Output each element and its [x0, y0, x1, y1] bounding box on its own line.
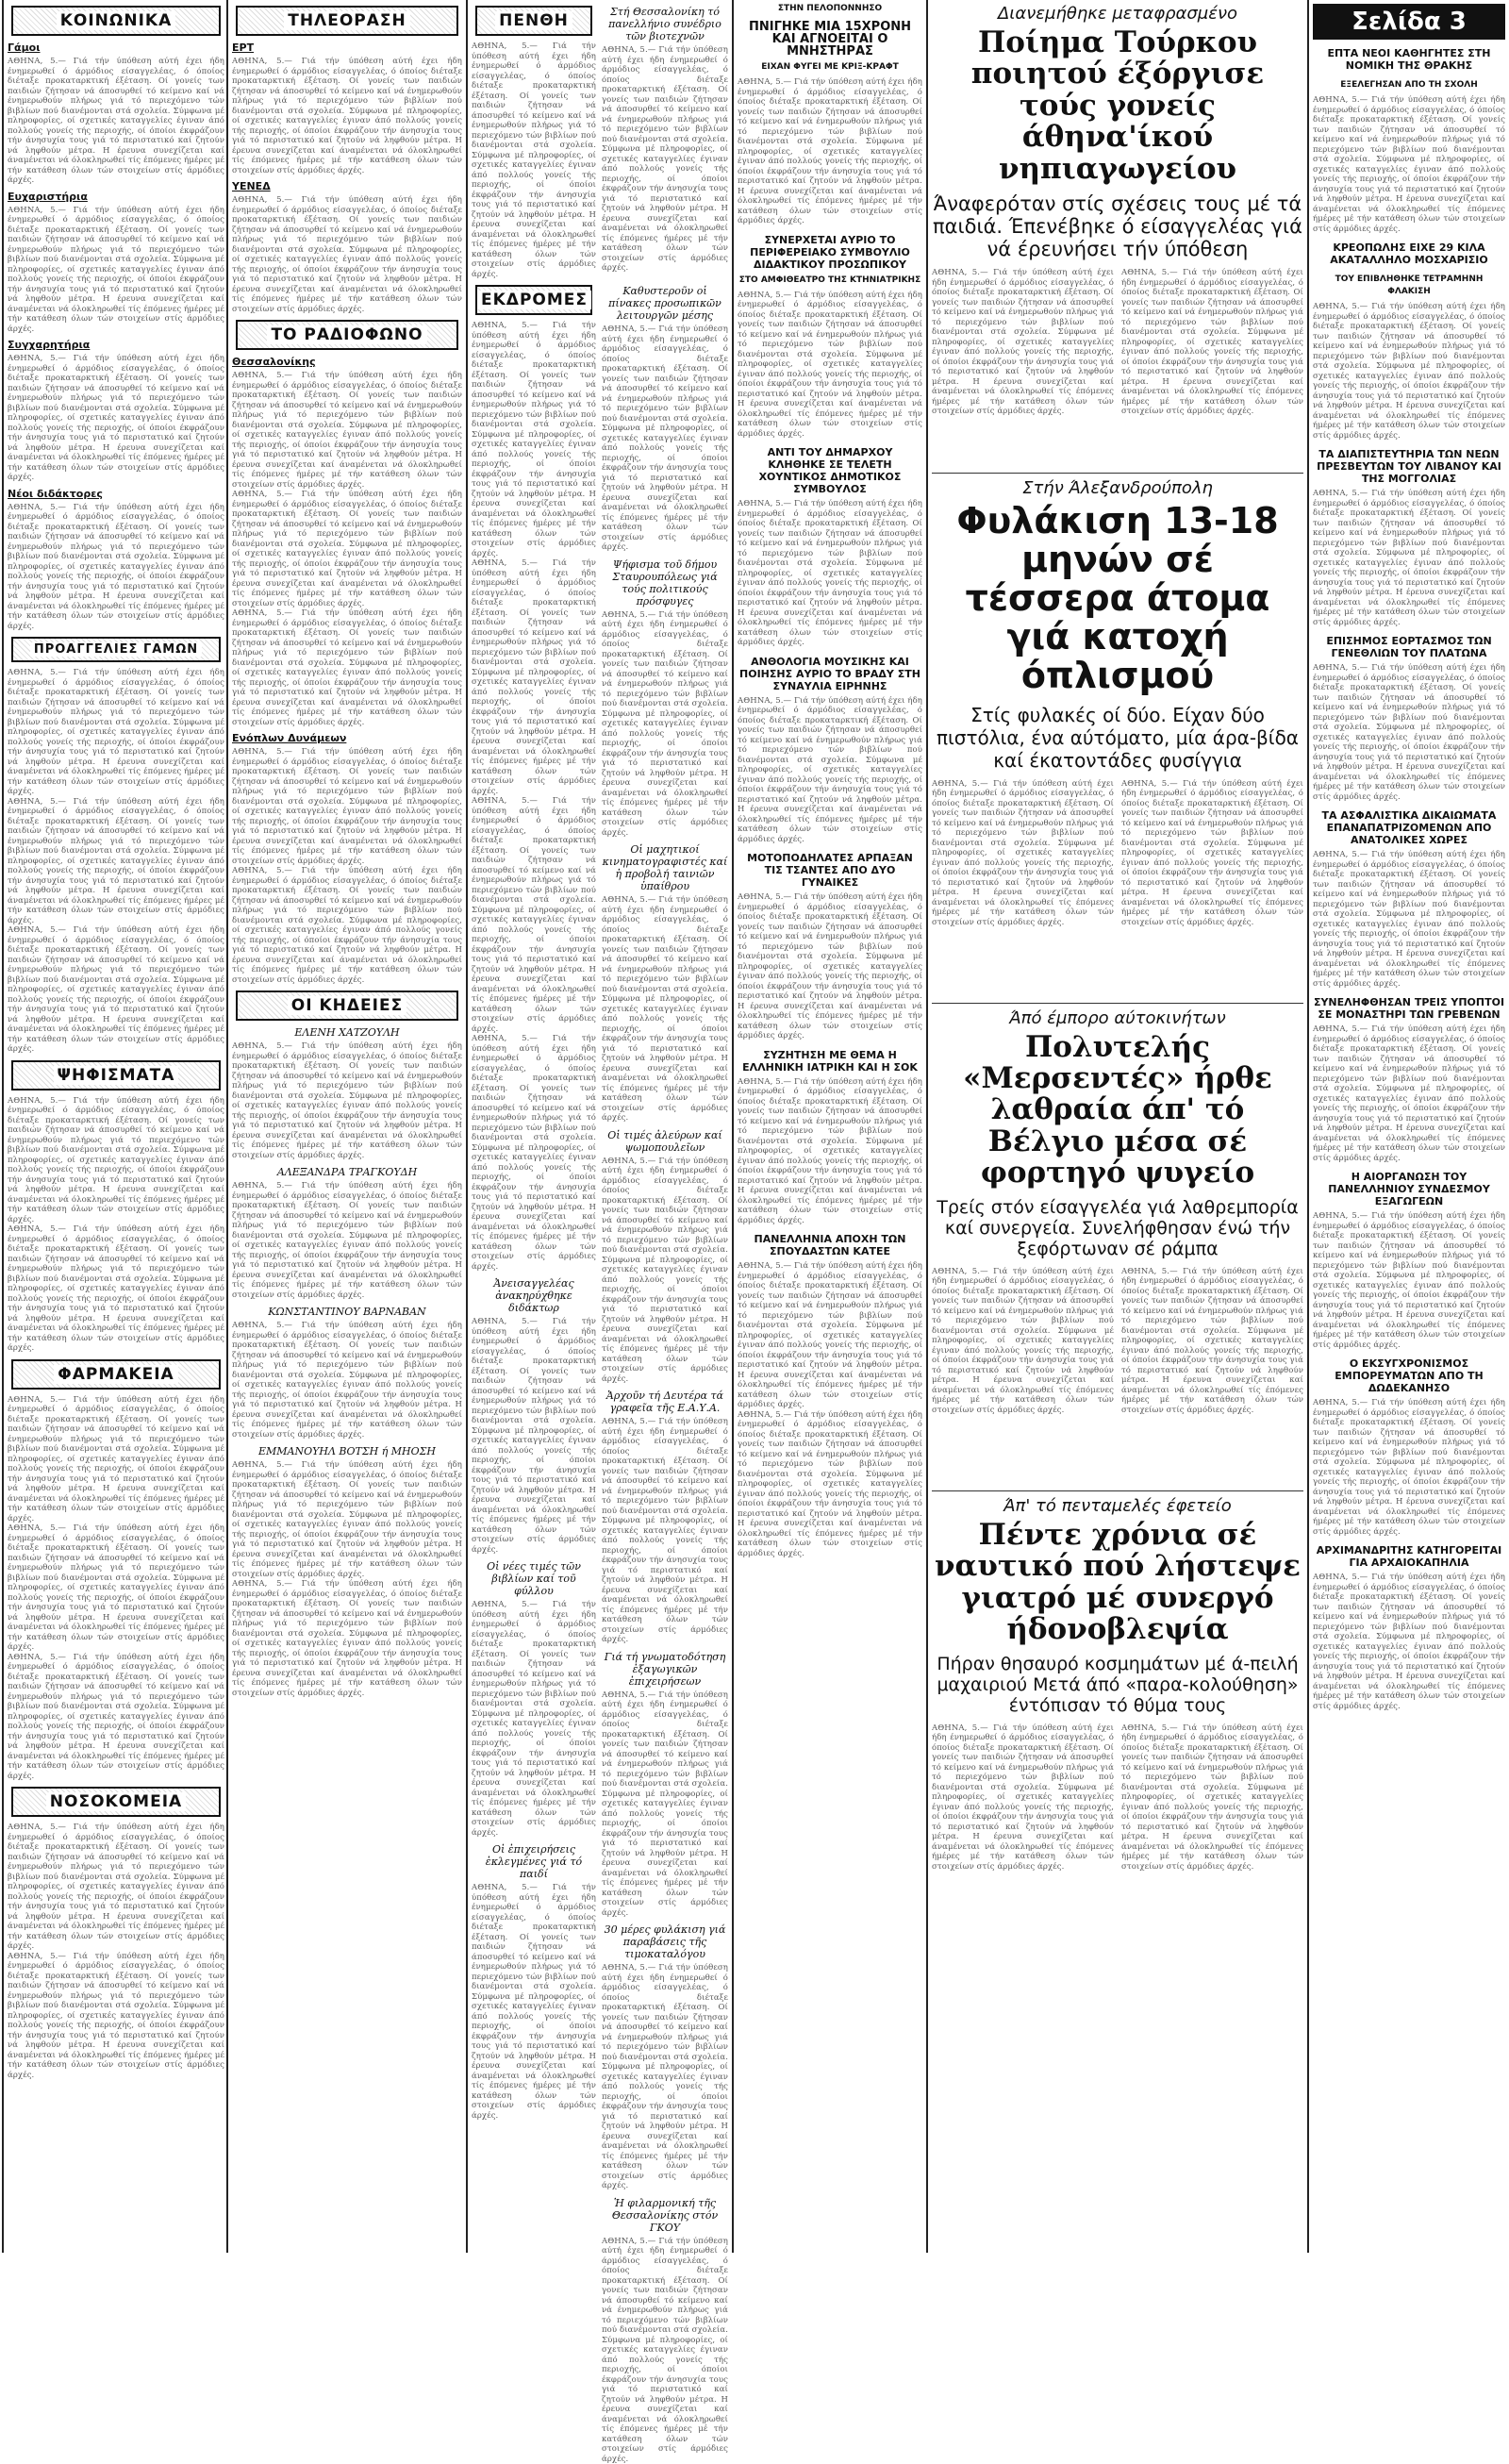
article-heading: Ο ΕΚΣΥΓΧΡΟΝΙΣΜΟΣ ΕΜΠΟΡΕΥΜΑΤΩΝ ΑΠΟ ΤΗ ΔΩΔΕΚΑΝΗΣΟ [1313, 1357, 1505, 1394]
article-heading: ΜΟΤΟΠΟΔΗΛΑΤΕΣ ΑΡΠΑΞΑΝ ΤΙΣ ΤΣΑΝΤΕΣ ΑΠΟ ΔΥΟ ΓΥΝΑΙΚΕΣ [738, 852, 922, 889]
article-heading: ΠΝΙΓΗΚΕ ΜΙΑ 15ΧΡΟΝΗ ΚΑΙ ΑΓΝΟΕΙΤΑΙ Ο ΜΝΗΣΤΗΡΑΣ [738, 21, 922, 58]
filler-text: ΑΘΗΝΑ, 5.— Γιά τήν ύπόθεση αύτή έχει ήδη ένημερωθεί ό άρμόδιος είσαγγελέας, ό όποίος διέταξε προκαταρκτική έξέταση. Οί γονείς των παιδιών ζήτησαν νά άποσυρθεί τό κείμενο καί νά ένημερωθούν πλήρως γιά τό περιεχόμενο τών βιβλίων πού διανέμονται στά σχολεία. Σύμφωνα μέ πληροφορίες, οί σχετικές καταγγελίες έγιναν άπό πολλούς γονείς τής περιοχής, οί όποίοι έκφράζουν τήν άνησυχία τους γιά τό περιστατικό καί ζητούν νά ληφθούν μέτρα. Η έρευνα συνεχίζεται καί άναμένεται νά όλοκληρωθεί τίς έπόμενες ήμέρες μέ τήν κατάθεση όλων τών στοιχείων στίς άρμόδιες άρχές. [1121, 1723, 1303, 2176]
filler-text: ΑΘΗΝΑ, 5.— Γιά τήν ύπόθεση αύτή έχει ήδη ένημερωθεί ό άρμόδιος είσαγγελέας, ό όποίος διέταξε προκαταρκτική έξέταση. Οί γονείς των παιδιών ζήτησαν νά άποσυρθεί τό κείμενο καί νά ένημερωθούν πλήρως γιά τό περιεχόμενο τών βιβλίων πού διανέμονται στά σχολεία. Σύμφωνα μέ πληροφορίες, οί σχετικές καταγγελίες έγιναν άπό πολλούς γονείς τής περιοχής, οί όποίοι έκφράζουν τήν άνησυχία τους γιά τό περιστατικό καί ζητούν νά ληφθούν μέτρα. Η έρευνα συνεχίζεται καί άναμένεται νά όλοκληρωθεί τίς έπόμενες ήμέρες μέ τήν κατάθεση όλων τών στοιχείων στίς άρμόδιες άρχές. [1313, 663, 1505, 802]
filler-text: ΑΘΗΝΑ, 5.— Γιά τήν ύπόθεση αύτή έχει ήδη ένημερωθεί ό άρμόδιος είσαγγελέας, ό όποίος διέταξε προκαταρκτική έξέταση. Οί γονείς των παιδιών ζήτησαν νά άποσυρθεί τό κείμενο καί νά ένημερωθούν πλήρως γιά τό περιεχόμενο τών βιβλίων πού διανέμονται στά σχολεία. Σύμφωνα μέ πληροφορίες, οί σχετικές καταγγελίες έγιναν άπό πολλούς γονείς τής περιοχής, οί όποίοι έκφράζουν τήν άνησυχία τους γιά τό περιστατικό καί ζητούν νά ληφθούν μέτρα. Η έρευνα συνεχίζεται καί άναμένεται νά όλοκληρωθεί τίς έπόμενες ήμέρες μέ τήν κατάθεση όλων τών στοιχείων στίς άρμόδιες άρχές. [1313, 1398, 1505, 1537]
filler-text: ΑΘΗΝΑ, 5.— Γιά τήν ύπόθεση αύτή έχει ήδη ένημερωθεί ό άρμόδιος είσαγγελέας, ό όποίος διέταξε προκαταρκτική έξέταση. Οί γονείς των παιδιών ζήτησαν νά άποσυρθεί τό κείμενο καί νά ένημερωθούν πλήρως γιά τό περιεχόμενο τών βιβλίων πού διανέμονται στά σχολεία. Σύμφωνα μέ πληροφορίες, οί σχετικές καταγγελίες έγιναν άπό πολλούς γονείς τής περιοχής, οί όποίοι έκφράζουν τήν άνησυχία τους γιά τό περιστατικό καί ζητούν νά ληφθούν μέτρα. Η έρευνα συνεχίζεται καί άναμένεται νά όλοκληρωθεί τίς έπόμενες ήμέρες μέ τήν κατάθεση όλων τών στοιχείων στίς άρμόδιες άρχές. [8, 503, 224, 632]
story-kicker: Άπό έμπορο αύτοκινήτων [932, 1008, 1303, 1028]
psifismata-header: ΨΗΦΙΣΜΑΤΑ [11, 1060, 221, 1090]
story-kicker: Στήν Άλεξανδρούπολη [932, 478, 1303, 498]
column-divider [466, 0, 468, 2253]
filler-text: ΑΘΗΝΑ, 5.— Γιά τήν ύπόθεση αύτή έχει ήδη ένημερωθεί ό άρμόδιος είσαγγελέας, ό όποίος διέταξε προκαταρκτική έξέταση. Οί γονείς των παιδιών ζήτησαν νά άποσυρθεί τό κείμενο καί νά ένημερωθούν πλήρως γιά τό περιεχόμενο τών βιβλίων πού διανέμονται στά σχολεία. Σύμφωνα μέ πληροφορίες, οί σχετικές καταγγελίες έγιναν άπό πολλούς γονείς τής περιοχής, οί όποίοι έκφράζουν τήν άνησυχία τους γιά τό περιστατικό καί ζητούν νά ληφθούν μέτρα. Η έρευνα συνεχίζεται καί άναμένεται νά όλοκληρωθεί τίς έπόμενες ήμέρες μέ τήν κατάθεση όλων τών στοιχείων στίς άρμόδιες άρχές. [232, 1579, 462, 1698]
article-subheading: ΕΙΧΑΝ ΦΥΓΕΙ ΜΕ ΚΡΙΞ-ΚΡΑΦΤ [738, 61, 922, 74]
deceased-name: ΕΛΕΝΗ ΧΑΤΖΟΥΛΗ [232, 1026, 462, 1039]
filler-text: ΑΘΗΝΑ, 5.— Γιά τήν ύπόθεση αύτή έχει ήδη ένημερωθεί ό άρμόδιος είσαγγελέας, ό όποίος διέταξε προκαταρκτική έξέταση. Οί γονείς των παιδιών ζήτησαν νά άποσυρθεί τό κείμενο καί νά ένημερωθούν πλήρως γιά τό περιεχόμενο τών βιβλίων πού διανέμονται στά σχολεία. Σύμφωνα μέ πληροφορίες, οί σχετικές καταγγελίες έγιναν άπό πολλούς γονείς τής περιοχής, οί όποίοι έκφράζουν τήν άνησυχία τους γιά τό περιστατικό καί ζητούν νά ληφθούν μέτρα. Η έρευνα συνεχίζεται καί άναμένεται νά όλοκληρωθεί τίς έπόμενες ήμέρες μέ τήν κατάθεση όλων τών στοιχείων στίς άρμόδιες άρχές. [1121, 1267, 1303, 1486]
filler-text: ΑΘΗΝΑ, 5.— Γιά τήν ύπόθεση αύτή έχει ήδη ένημερωθεί ό άρμόδιος είσαγγελέας, ό όποίος διέταξε προκαταρκτική έξέταση. Οί γονείς των παιδιών ζήτησαν νά άποσυρθεί τό κείμενο καί νά ένημερωθούν πλήρως γιά τό περιεχόμενο τών βιβλίων πού διανέμονται στά σχολεία. Σύμφωνα μέ πληροφορίες, οί σχετικές καταγγελίες έγιναν άπό πολλούς γονείς τής περιοχής, οί όποίοι έκφράζουν τήν άνησυχία τους γιά τό περιστατικό καί ζητούν νά ληφθούν μέτρα. Η έρευνα συνεχίζεται καί άναμένεται νά όλοκληρωθεί τίς έπόμενες ήμέρες μέ τήν κατάθεση όλων τών στοιχείων στίς άρμόδιες άρχές. [8, 1952, 224, 2081]
filler-text: ΑΘΗΝΑ, 5.— Γιά τήν ύπόθεση αύτή έχει ήδη ένημερωθεί ό άρμόδιος είσαγγελέας, ό όποίος διέταξε προκαταρκτική έξέταση. Οί γονείς των παιδιών ζήτησαν νά άποσυρθεί τό κείμενο καί νά ένημερωθούν πλήρως γιά τό περιεχόμενο τών βιβλίων πού διανέμονται στά σχολεία. Σύμφωνα μέ πληροφορίες, οί σχετικές καταγγελίες έγιναν άπό πολλούς γονείς τής περιοχής, οί όποίοι έκφράζουν τήν άνησυχία τους γιά τό περιστατικό καί ζητούν νά ληφθούν μέτρα. Η έρευνα συνεχίζεται καί άναμένεται νά όλοκληρωθεί τίς έπόμενες ήμέρες μέ τήν κατάθεση όλων τών στοιχείων στίς άρμόδιες άρχές. [232, 866, 462, 985]
filler-text: ΑΘΗΝΑ, 5.— Γιά τήν ύπόθεση αύτή έχει ήδη ένημερωθεί ό άρμόδιος είσαγγελέας, ό όποίος διέταξε προκαταρκτική έξέταση. Οί γονείς των παιδιών ζήτησαν νά άποσυρθεί τό κείμενο καί νά ένημερωθούν πλήρως γιά τό περιεχόμενο τών βιβλίων πού διανέμονται στά σχολεία. Σύμφωνα μέ πληροφορίες, οί σχετικές καταγγελίες έγιναν άπό πολλούς γονείς τής περιοχής, οί όποίοι έκφράζουν τήν άνησυχία τους γιά τό περιστατικό καί ζητούν νά ληφθούν μέτρα. Η έρευνα συνεχίζεται καί άναμένεται νά όλοκληρωθεί τίς έπόμενες ήμέρες μέ τήν κατάθεση όλων τών στοιχείων στίς άρμόδιες άρχές. [232, 371, 462, 490]
filler-text: ΑΘΗΝΑ, 5.— Γιά τήν ύπόθεση αύτή έχει ήδη ένημερωθεί ό άρμόδιος είσαγγελέας, ό όποίος διέταξε προκαταρκτική έξέταση. Οί γονείς των παιδιών ζήτησαν νά άποσυρθεί τό κείμενο καί νά ένημερωθούν πλήρως γιά τό περιεχόμενο τών βιβλίων πού διανέμονται στά σχολεία. Σύμφωνα μέ πληροφορίες, οί σχετικές καταγγελίες έγιναν άπό πολλούς γονείς τής περιοχής, οί όποίοι έκφράζουν τήν άνησυχία τους γιά τό περιστατικό καί ζητούν νά ληφθούν μέτρα. Η έρευνα συνεχίζεται καί άναμένεται νά όλοκληρωθεί τίς έπόμενες ήμέρες μέ τήν κατάθεση όλων τών στοιχείων στίς άρμόδιες άρχές. [1121, 779, 1303, 998]
filler-text: ΑΘΗΝΑ, 5.— Γιά τήν ύπόθεση αύτή έχει ήδη ένημερωθεί ό άρμόδιος είσαγγελέας, ό όποίος διέταξε προκαταρκτική έξέταση. Οί γονείς των παιδιών ζήτησαν νά άποσυρθεί τό κείμενο καί νά ένημερωθούν πλήρως γιά τό περιεχόμενο τών βιβλίων πού διανέμονται στά σχολεία. Σύμφωνα μέ πληροφορίες, οί σχετικές καταγγελίες έγιναν άπό πολλούς γονείς τής περιοχής, οί όποίοι έκφράζουν τήν άνησυχία τους γιά τό περιστατικό καί ζητούν νά ληφθούν μέτρα. Η έρευνα συνεχίζεται καί άναμένεται νά όλοκληρωθεί τίς έπόμενες ήμέρες μέ τήν κατάθεση όλων τών στοιχείων στίς άρμόδιες άρχές. [602, 2237, 728, 2464]
filler-text: ΑΘΗΝΑ, 5.— Γιά τήν ύπόθεση αύτή έχει ήδη ένημερωθεί ό άρμόδιος είσαγγελέας, ό όποίος διέταξε προκαταρκτική έξέταση. Οί γονείς των παιδιών ζήτησαν νά άποσυρθεί τό κείμενο καί νά ένημερωθούν πλήρως γιά τό περιεχόμενο τών βιβλίων πού διανέμονται στά σχολεία. Σύμφωνα μέ πληροφορίες, οί σχετικές καταγγελίες έγιναν άπό πολλούς γονείς τής περιοχής, οί όποίοι έκφράζουν τήν άνησυχία τους γιά τό περιστατικό καί ζητούν νά ληφθούν μέτρα. Η έρευνα συνεχίζεται καί άναμένεται νά όλοκληρωθεί τίς έπόμενες ήμέρες μέ τήν κατάθεση όλων τών στοιχείων στίς άρμόδιες άρχές. [472, 1600, 596, 1838]
filler-text: ΑΘΗΝΑ, 5.— Γιά τήν ύπόθεση αύτή έχει ήδη ένημερωθεί ό άρμόδιος είσαγγελέας, ό όποίος διέταξε προκαταρκτική έξέταση. Οί γονείς των παιδιών ζήτησαν νά άποσυρθεί τό κείμενο καί νά ένημερωθούν πλήρως γιά τό περιεχόμενο τών βιβλίων πού διανέμονται στά σχολεία. Σύμφωνα μέ πληροφορίες, οί σχετικές καταγγελίες έγιναν άπό πολλούς γονείς τής περιοχής, οί όποίοι έκφράζουν τήν άνησυχία τους γιά τό περιστατικό καί ζητούν νά ληφθούν μέτρα. Η έρευνα συνεχίζεται καί άναμένεται νά όλοκληρωθεί τίς έπόμενες ήμέρες μέ τήν κατάθεση όλων τών στοιχείων στίς άρμόδιες άρχές. [472, 558, 596, 796]
filler-text: ΑΘΗΝΑ, 5.— Γιά τήν ύπόθεση αύτή έχει ήδη ένημερωθεί ό άρμόδιος είσαγγελέας, ό όποίος διέταξε προκαταρκτική έξέταση. Οί γονείς των παιδιών ζήτησαν νά άποσυρθεί τό κείμενο καί νά ένημερωθούν πλήρως γιά τό περιεχόμενο τών βιβλίων πού διανέμονται στά σχολεία. Σύμφωνα μέ πληροφορίες, οί σχετικές καταγγελίες έγιναν άπό πολλούς γονείς τής περιοχής, οί όποίοι έκφράζουν τήν άνησυχία τους γιά τό περιστατικό καί ζητούν νά ληφθούν μέτρα. Η έρευνα συνεχίζεται καί άναμένεται νά όλοκληρωθεί τίς έπόμενες ήμέρες μέ τήν κατάθεση όλων τών στοιχείων στίς άρμόδιες άρχές. [8, 797, 224, 926]
article-subheading: ΣΤΟ ΑΜΦΙΘΕΑΤΡΟ ΤΗΣ ΚΤΗΝΙΑΤΡΙΚΗΣ [738, 275, 922, 287]
filler-text: ΑΘΗΝΑ, 5.— Γιά τήν ύπόθεση αύτή έχει ήδη ένημερωθεί ό άρμόδιος είσαγγελέας, ό όποίος διέταξε προκαταρκτική έξέταση. Οί γονείς των παιδιών ζήτησαν νά άποσυρθεί τό κείμενο καί νά ένημερωθούν πλήρως γιά τό περιεχόμενο τών βιβλίων πού διανέμονται στά σχολεία. Σύμφωνα μέ πληροφορίες, οί σχετικές καταγγελίες έγιναν άπό πολλούς γονείς τής περιοχής, οί όποίοι έκφράζουν τήν άνησυχία τους γιά τό περιστατικό καί ζητούν νά ληφθούν μέτρα. Η έρευνα συνεχίζεται καί άναμένεται νά όλοκληρωθεί τίς έπόμενες ήμέρες μέ τήν κατάθεση όλων τών στοιχείων στίς άρμόδιες άρχές. [8, 57, 224, 186]
filler-text: ΑΘΗΝΑ, 5.— Γιά τήν ύπόθεση αύτή έχει ήδη ένημερωθεί ό άρμόδιος είσαγγελέας, ό όποίος διέταξε προκαταρκτική έξέταση. Οί γονείς των παιδιών ζήτησαν νά άποσυρθεί τό κείμενο καί νά ένημερωθούν πλήρως γιά τό περιεχόμενο τών βιβλίων πού διανέμονται στά σχολεία. Σύμφωνα μέ πληροφορίες, οί σχετικές καταγγελίες έγιναν άπό πολλούς γονείς τής περιοχής, οί όποίοι έκφράζουν τήν άνησυχία τους γιά τό περιστατικό καί ζητούν νά ληφθούν μέτρα. Η έρευνα συνεχίζεται καί άναμένεται νά όλοκληρωθεί τίς έπόμενες ήμέρες μέ τήν κατάθεση όλων τών στοιχείων στίς άρμόδιες άρχές. [472, 796, 596, 1034]
article-heading: Στή Θεσσαλονίκη τό πανελλήνιο συνέδριο τῶν βιοτεχνῶν [602, 6, 728, 42]
article-heading: ΤΑ ΔΙΑΠΙΣΤΕΥΤΗΡΙΑ ΤΩΝ ΝΕΩΝ ΠΡΕΣΒΕΥΤΩΝ ΤΟΥ ΛΙΒΑΝΟΥ ΚΑΙ ΤΗΣ ΜΟΓΓΟΛΙΑΣ [1313, 448, 1505, 485]
story-kicker: Άπ' τό πενταμελές έφετείο [932, 1496, 1303, 1516]
filler-text: ΑΘΗΝΑ, 5.— Γιά τήν ύπόθεση αύτή έχει ήδη ένημερωθεί ό άρμόδιος είσαγγελέας, ό όποίος διέταξε προκαταρκτική έξέταση. Οί γονείς των παιδιών ζήτησαν νά άποσυρθεί τό κείμενο καί νά ένημερωθούν πλήρως γιά τό περιεχόμενο τών βιβλίων πού διανέμονται στά σχολεία. Σύμφωνα μέ πληροφορίες, οί σχετικές καταγγελίες έγιναν άπό πολλούς γονείς τής περιοχής, οί όποίοι έκφράζουν τήν άνησυχία τους γιά τό περιστατικό καί ζητούν νά ληφθούν μέτρα. Η έρευνα συνεχίζεται καί άναμένεται νά όλοκληρωθεί τίς έπόμενες ήμέρες μέ τήν κατάθεση όλων τών στοιχείων στίς άρμόδιες άρχές. [602, 325, 728, 553]
filler-text: ΑΘΗΝΑ, 5.— Γιά τήν ύπόθεση αύτή έχει ήδη ένημερωθεί ό άρμόδιος είσαγγελέας, ό όποίος διέταξε προκαταρκτική έξέταση. Οί γονείς των παιδιών ζήτησαν νά άποσυρθεί τό κείμενο καί νά ένημερωθούν πλήρως γιά τό περιεχόμενο τών βιβλίων πού διανέμονται στά σχολεία. Σύμφωνα μέ πληροφορίες, οί σχετικές καταγγελίες έγιναν άπό πολλούς γονείς τής περιοχής, οί όποίοι έκφράζουν τήν άνησυχία τους γιά τό περιστατικό καί ζητούν νά ληφθούν μέτρα. Η έρευνα συνεχίζεται καί άναμένεται νά όλοκληρωθεί τίς έπόμενες ήμέρες μέ τήν κατάθεση όλων τών στοιχείων στίς άρμόδιες άρχές. [1313, 489, 1505, 627]
filler-text: ΑΘΗΝΑ, 5.— Γιά τήν ύπόθεση αύτή έχει ήδη ένημερωθεί ό άρμόδιος είσαγγελέας, ό όποίος διέταξε προκαταρκτική έξέταση. Οί γονείς των παιδιών ζήτησαν νά άποσυρθεί τό κείμενο καί νά ένημερωθούν πλήρως γιά τό περιεχόμενο τών βιβλίων πού διανέμονται στά σχολεία. Σύμφωνα μέ πληροφορίες, οί σχετικές καταγγελίες έγιναν άπό πολλούς γονείς τής περιοχής, οί όποίοι έκφράζουν τήν άνησυχία τους γιά τό περιστατικό καί ζητούν νά ληφθούν μέτρα. Η έρευνα συνεχίζεται καί άναμένεται νά όλοκληρωθεί τίς έπόμενες ήμέρες μέ τήν κατάθεση όλων τών στοιχείων στίς άρμόδιες άρχές. [602, 1417, 728, 1645]
column-divider [926, 0, 928, 2253]
filler-text: ΑΘΗΝΑ, 5.— Γιά τήν ύπόθεση αύτή έχει ήδη ένημερωθεί ό άρμόδιος είσαγγελέας, ό όποίος διέταξε προκαταρκτική έξέταση. Οί γονείς των παιδιών ζήτησαν νά άποσυρθεί τό κείμενο καί νά ένημερωθούν πλήρως γιά τό περιεχόμενο τών βιβλίων πού διανέμονται στά σχολεία. Σύμφωνα μέ πληροφορίες, οί σχετικές καταγγελίες έγιναν άπό πολλούς γονείς τής περιοχής, οί όποίοι έκφράζουν τήν άνησυχία τους γιά τό περιστατικό καί ζητούν νά ληφθούν μέτρα. Η έρευνα συνεχίζεται καί άναμένεται νά όλοκληρωθεί τίς έπόμενες ήμέρες μέ τήν κατάθεση όλων τών στοιχείων στίς άρμόδιες άρχές. [1313, 1024, 1505, 1163]
filler-text: ΑΘΗΝΑ, 5.— Γιά τήν ύπόθεση αύτή έχει ήδη ένημερωθεί ό άρμόδιος είσαγγελέας, ό όποίος διέταξε προκαταρκτική έξέταση. Οί γονείς των παιδιών ζήτησαν νά άποσυρθεί τό κείμενο καί νά ένημερωθούν πλήρως γιά τό περιεχόμενο τών βιβλίων πού διανέμονται στά σχολεία. Σύμφωνα μέ πληροφορίες, οί σχετικές καταγγελίες έγιναν άπό πολλούς γονείς τής περιοχής, οί όποίοι έκφράζουν τήν άνησυχία τους γιά τό περιστατικό καί ζητούν νά ληφθούν μέτρα. Η έρευνα συνεχίζεται καί άναμένεται νά όλοκληρωθεί τίς έπόμενες ήμέρες μέ τήν κατάθεση όλων τών στοιχείων στίς άρμόδιες άρχές. [602, 610, 728, 839]
divider [932, 1490, 1303, 1491]
article-heading: ΑΝΘΟΛΟΓΙΑ ΜΟΥΣΙΚΗΣ ΚΑΙ ΠΟΙΗΣΗΣ ΑΥΡΙΟ ΤΟ ΒΡΑΔΥ ΣΤΗ ΣΥΝΑΥΛΙΑ ΕΙΡΗΝΗΣ [738, 656, 922, 692]
filler-text: ΑΘΗΝΑ, 5.— Γιά τήν ύπόθεση αύτή έχει ήδη ένημερωθεί ό άρμόδιος είσαγγελέας, ό όποίος διέταξε προκαταρκτική έξέταση. Οί γονείς των παιδιών ζήτησαν νά άποσυρθεί τό κείμενο καί νά ένημερωθούν πλήρως γιά τό περιεχόμενο τών βιβλίων πού διανέμονται στά σχολεία. Σύμφωνα μέ πληροφορίες, οί σχετικές καταγγελίες έγιναν άπό πολλούς γονείς τής περιοχής, οί όποίοι έκφράζουν τήν άνησυχία τους γιά τό περιστατικό καί ζητούν νά ληφθούν μέτρα. Η έρευνα συνεχίζεται καί άναμένεται νά όλοκληρωθεί τίς έπόμενες ήμέρες μέ τήν κατάθεση όλων τών στοιχείων στίς άρμόδιες άρχές. [8, 1523, 224, 1653]
enoplon-heading: Ενόπλων Δυνάμεων [232, 732, 462, 744]
filler-text: ΑΘΗΝΑ, 5.— Γιά τήν ύπόθεση αύτή έχει ήδη ένημερωθεί ό άρμόδιος είσαγγελέας, ό όποίος διέταξε προκαταρκτική έξέταση. Οί γονείς των παιδιών ζήτησαν νά άποσυρθεί τό κείμενο καί νά ένημερωθούν πλήρως γιά τό περιεχόμενο τών βιβλίων πού διανέμονται στά σχολεία. Σύμφωνα μέ πληροφορίες, οί σχετικές καταγγελίες έγιναν άπό πολλούς γονείς τής περιοχής, οί όποίοι έκφράζουν τήν άνησυχία τους γιά τό περιστατικό καί ζητούν νά ληφθούν μέτρα. Η έρευνα συνεχίζεται καί άναμένεται νά όλοκληρωθεί τίς έπόμενες ήμέρες μέ τήν κατάθεση όλων τών στοιχείων στίς άρμόδιες άρχές. [932, 1267, 1114, 1486]
syncharitiria-heading: Συγχαρητήρια [8, 339, 224, 351]
filler-text: ΑΘΗΝΑ, 5.— Γιά τήν ύπόθεση αύτή έχει ήδη ένημερωθεί ό άρμόδιος είσαγγελέας, ό όποίος διέταξε προκαταρκτική έξέταση. Οί γονείς των παιδιών ζήτησαν νά άποσυρθεί τό κείμενο καί νά ένημερωθούν πλήρως γιά τό περιεχόμενο τών βιβλίων πού διανέμονται στά σχολεία. Σύμφωνα μέ πληροφορίες, οί σχετικές καταγγελίες έγιναν άπό πολλούς γονείς τής περιοχής, οί όποίοι έκφράζουν τήν άνησυχία τους γιά τό περιστατικό καί ζητούν νά ληφθούν μέτρα. Η έρευνα συνεχίζεται καί άναμένεται νά όλοκληρωθεί τίς έπόμενες ήμέρες μέ τήν κατάθεση όλων τών στοιχείων στίς άρμόδιες άρχές. [602, 895, 728, 1124]
filler-text: ΑΘΗΝΑ, 5.— Γιά τήν ύπόθεση αύτή έχει ήδη ένημερωθεί ό άρμόδιος είσαγγελέας, ό όποίος διέταξε προκαταρκτική έξέταση. Οί γονείς των παιδιών ζήτησαν νά άποσυρθεί τό κείμενο καί νά ένημερωθούν πλήρως γιά τό περιεχόμενο τών βιβλίων πού διανέμονται στά σχολεία. Σύμφωνα μέ πληροφορίες, οί σχετικές καταγγελίες έγιναν άπό πολλούς γονείς τής περιοχής, οί όποίοι έκφράζουν τήν άνησυχία τους γιά τό περιστατικό καί ζητούν νά ληφθούν μέτρα. Η έρευνα συνεχίζεται καί άναμένεται νά όλοκληρωθεί τίς έπόμενες ήμέρες μέ τήν κατάθεση όλων τών στοιχείων στίς άρμόδιες άρχές. [738, 1261, 922, 1410]
filler-text: ΑΘΗΝΑ, 5.— Γιά τήν ύπόθεση αύτή έχει ήδη ένημερωθεί ό άρμόδιος είσαγγελέας, ό όποίος διέταξε προκαταρκτική έξέταση. Οί γονείς των παιδιών ζήτησαν νά άποσυρθεί τό κείμενο καί νά ένημερωθούν πλήρως γιά τό περιεχόμενο τών βιβλίων πού διανέμονται στά σχολεία. Σύμφωνα μέ πληροφορίες, οί σχετικές καταγγελίες έγιναν άπό πολλούς γονείς τής περιοχής, οί όποίοι έκφράζουν τήν άνησυχία τους γιά τό περιστατικό καί ζητούν νά ληφθούν μέτρα. Η έρευνα συνεχίζεται καί άναμένεται νά όλοκληρωθεί τίς έπόμενες ήμέρες μέ τήν κατάθεση όλων τών στοιχείων στίς άρμόδιες άρχές. [232, 1460, 462, 1579]
column-divider [1307, 0, 1309, 2253]
filler-text: ΑΘΗΝΑ, 5.— Γιά τήν ύπόθεση αύτή έχει ήδη ένημερωθεί ό άρμόδιος είσαγγελέας, ό όποίος διέταξε προκαταρκτική έξέταση. Οί γονείς των παιδιών ζήτησαν νά άποσυρθεί τό κείμενο καί νά ένημερωθούν πλήρως γιά τό περιεχόμενο τών βιβλίων πού διανέμονται στά σχολεία. Σύμφωνα μέ πληροφορίες, οί σχετικές καταγγελίες έγιναν άπό πολλούς γονείς τής περιοχής, οί όποίοι έκφράζουν τήν άνησυχία τους γιά τό περιστατικό καί ζητούν νά ληφθούν μέτρα. Η έρευνα συνεχίζεται καί άναμένεται νά όλοκληρωθεί τίς έπόμενες ήμέρες μέ τήν κατάθεση όλων τών στοιχείων στίς άρμόδιες άρχές. [8, 206, 224, 335]
filler-text: ΑΘΗΝΑ, 5.— Γιά τήν ύπόθεση αύτή έχει ήδη ένημερωθεί ό άρμόδιος είσαγγελέας, ό όποίος διέταξε προκαταρκτική έξέταση. Οί γονείς των παιδιών ζήτησαν νά άποσυρθεί τό κείμενο καί νά ένημερωθούν πλήρως γιά τό περιεχόμενο τών βιβλίων πού διανέμονται στά σχολεία. Σύμφωνα μέ πληροφορίες, οί σχετικές καταγγελίες έγιναν άπό πολλούς γονείς τής περιοχής, οί όποίοι έκφράζουν τήν άνησυχία τους γιά τό περιστατικό καί ζητούν νά ληφθούν μέτρα. Η έρευνα συνεχίζεται καί άναμένεται νά όλοκληρωθεί τίς έπόμενες ήμέρες μέ τήν κατάθεση όλων τών στοιχείων στίς άρμόδιες άρχές. [232, 1041, 462, 1160]
article-heading: ΤΑ ΑΣΦΑΛΙΣΤΙΚΑ ΔΙΚΑΙΩΜΑΤΑ ΕΠΑΝΑΠΑΤΡΙΖΟΜΕΝΩΝ ΑΠΟ ΑΝΑΤΟΛΙΚΕΣ ΧΩΡΕΣ [1313, 809, 1505, 846]
story-kicker: Διανεμήθηκε μεταφρασμένο [932, 4, 1303, 24]
filler-text: ΑΘΗΝΑ, 5.— Γιά τήν ύπόθεση αύτή έχει ήδη ένημερωθεί ό άρμόδιος είσαγγελέας, ό όποίος διέταξε προκαταρκτική έξέταση. Οί γονείς των παιδιών ζήτησαν νά άποσυρθεί τό κείμενο καί νά ένημερωθούν πλήρως γιά τό περιεχόμενο τών βιβλίων πού διανέμονται στά σχολεία. Σύμφωνα μέ πληροφορίες, οί σχετικές καταγγελίες έγιναν άπό πολλούς γονείς τής περιοχής, οί όποίοι έκφράζουν τήν άνησυχία τους γιά τό περιστατικό καί ζητούν νά ληφθούν μέτρα. Η έρευνα συνεχίζεται καί άναμένεται νά όλοκληρωθεί τίς έπόμενες ήμέρες μέ τήν κατάθεση όλων τών στοιχείων στίς άρμόδιες άρχές. [1313, 1211, 1505, 1350]
article-heading: ΣΥΝΕΛΗΦΘΗΣΑΝ ΤΡΕΙΣ ΥΠΟΠΤΟΙ ΣΕ ΜΟΝΑΣΤΗΡΙ ΤΩΝ ΓΡΕΒΕΝΩΝ [1313, 996, 1505, 1021]
article-subheading: ΕΞΕΛΕΓΗΣΑΝ ΑΠΟ ΤΗ ΣΧΟΛΗ [1313, 79, 1505, 92]
filler-text: ΑΘΗΝΑ, 5.— Γιά τήν ύπόθεση αύτή έχει ήδη ένημερωθεί ό άρμόδιος είσαγγελέας, ό όποίος διέταξε προκαταρκτική έξέταση. Οί γονείς των παιδιών ζήτησαν νά άποσυρθεί τό κείμενο καί νά ένημερωθούν πλήρως γιά τό περιεχόμενο τών βιβλίων πού διανέμονται στά σχολεία. Σύμφωνα μέ πληροφορίες, οί σχετικές καταγγελίες έγιναν άπό πολλούς γονείς τής περιοχής, οί όποίοι έκφράζουν τήν άνησυχία τους γιά τό περιστατικό καί ζητούν νά ληφθούν μέτρα. Η έρευνα συνεχίζεται καί άναμένεται νά όλοκληρωθεί τίς έπόμενες ήμέρες μέ τήν κατάθεση όλων τών στοιχείων στίς άρμόδιες άρχές. [602, 1963, 728, 2191]
filler-text: ΑΘΗΝΑ, 5.— Γιά τήν ύπόθεση αύτή έχει ήδη ένημερωθεί ό άρμόδιος είσαγγελέας, ό όποίος διέταξε προκαταρκτική έξέταση. Οί γονείς των παιδιών ζήτησαν νά άποσυρθεί τό κείμενο καί νά ένημερωθούν πλήρως γιά τό περιεχόμενο τών βιβλίων πού διανέμονται στά σχολεία. Σύμφωνα μέ πληροφορίες, οί σχετικές καταγγελίες έγιναν άπό πολλούς γονείς τής περιοχής, οί όποίοι έκφράζουν τήν άνησυχία τους γιά τό περιστατικό καί ζητούν νά ληφθούν μέτρα. Η έρευνα συνεχίζεται καί άναμένεται νά όλοκληρωθεί τίς έπόμενες ήμέρες μέ τήν κατάθεση όλων τών στοιχείων στίς άρμόδιες άρχές. [932, 779, 1114, 998]
article-heading: Οἱ τιμές ἀλεύρων καί ψωμοπουλεῖων [602, 1129, 728, 1154]
proaggelies-header: ΠΡΟΑΓΓΕΛΙΕΣ ΓΑΜΩΝ [11, 637, 221, 662]
article-heading: ΠΑΝΕΛΛΗΝΙΑ ΑΠΟΧΗ ΤΩΝ ΣΠΟΥΔΑΣΤΩΝ ΚΑΤΕΕ [738, 1233, 922, 1257]
gamoi-heading: Γάμοι [8, 42, 224, 54]
filler-text: ΑΘΗΝΑ, 5.— Γιά τήν ύπόθεση αύτή έχει ήδη ένημερωθεί ό άρμόδιος είσαγγελέας, ό όποίος διέταξε προκαταρκτική έξέταση. Οί γονείς των παιδιών ζήτησαν νά άποσυρθεί τό κείμενο καί νά ένημερωθούν πλήρως γιά τό περιεχόμενο τών βιβλίων πού διανέμονται στά σχολεία. Σύμφωνα μέ πληροφορίες, οί σχετικές καταγγελίες έγιναν άπό πολλούς γονείς τής περιοχής, οί όποίοι έκφράζουν τήν άνησυχία τους γιά τό περιστατικό καί ζητούν νά ληφθούν μέτρα. Η έρευνα συνεχίζεται καί άναμένεται νά όλοκληρωθεί τίς έπόμενες ήμέρες μέ τήν κατάθεση όλων τών στοιχείων στίς άρμόδιες άρχές. [1313, 302, 1505, 441]
deceased-name: ΚΩΝΣΤΑΝΤΙΝΟΥ ΒΑΡΝΑΒΑΝ [232, 1306, 462, 1318]
column-4 [738, 0, 922, 2253]
filler-text: ΑΘΗΝΑ, 5.— Γιά τήν ύπόθεση αύτή έχει ήδη ένημερωθεί ό άρμόδιος είσαγγελέας, ό όποίος διέταξε προκαταρκτική έξέταση. Οί γονείς των παιδιών ζήτησαν νά άποσυρθεί τό κείμενο καί νά ένημερωθούν πλήρως γιά τό περιεχόμενο τών βιβλίων πού διανέμονται στά σχολεία. Σύμφωνα μέ πληροφορίες, οί σχετικές καταγγελίες έγιναν άπό πολλούς γονείς τής περιοχής, οί όποίοι έκφράζουν τήν άνησυχία τους γιά τό περιστατικό καί ζητούν νά ληφθούν μέτρα. Η έρευνα συνεχίζεται καί άναμένεται νά όλοκληρωθεί τίς έπόμενες ήμέρες μέ τήν κατάθεση όλων τών στοιχείων στίς άρμόδιες άρχές. [8, 354, 224, 483]
article-heading: 30 μέρες φυλάκιση γιά παραβάσεις τῆς τιμοκαταλόγου [602, 1923, 728, 1960]
tileorasi-header: ΤΗΛΕΟΡΑΣΗ [236, 6, 458, 36]
article-heading: ΑΝΤΙ ΤΟΥ ΔΗΜΑΡΧΟΥ ΚΛΗΘΗΚΕ ΣΕ ΤΕΛΕΤΗ ΧΟΥΝΤΙΚΟΣ ΔΗΜΟΤΙΚΟΣ ΣΥΜΒΟΥΛΟΣ [738, 446, 922, 495]
article-heading: Καθυστεροῦν οἱ πίνακες προσωπικῶν λειτουργῶν μέσης [602, 285, 728, 322]
story-deck: Πήραν θησαυρό κοσμημάτων μέ ά-πειλή μαχαιριού Μετά άπό «παρα-κολούθηση» έντόπισαν τό θύμα τους [932, 1654, 1303, 1716]
article-heading: ΣΥΖΗΤΗΣΗ ΜΕ ΘΕΜΑ Η ΕΛΛΗΝΙΚΗ ΙΑΤΡΙΚΗ ΚΑΙ Η ΣΟΚ [738, 1049, 922, 1074]
filler-text: ΑΘΗΝΑ, 5.— Γιά τήν ύπόθεση αύτή έχει ήδη ένημερωθεί ό άρμόδιος είσαγγελέας, ό όποίος διέταξε προκαταρκτική έξέταση. Οί γονείς των παιδιών ζήτησαν νά άποσυρθεί τό κείμενο καί νά ένημερωθούν πλήρως γιά τό περιεχόμενο τών βιβλίων πού διανέμονται στά σχολεία. Σύμφωνα μέ πληροφορίες, οί σχετικές καταγγελίες έγιναν άπό πολλούς γονείς τής περιοχής, οί όποίοι έκφράζουν τήν άνησυχία τους γιά τό περιστατικό καί ζητούν νά ληφθούν μέτρα. Η έρευνα συνεχίζεται καί άναμένεται νά όλοκληρωθεί τίς έπόμενες ήμέρες μέ τήν κατάθεση όλων τών στοιχείων στίς άρμόδιες άρχές. [1313, 95, 1505, 234]
column-3 [472, 0, 728, 2253]
filler-text: ΑΘΗΝΑ, 5.— Γιά τήν ύπόθεση αύτή έχει ήδη ένημερωθεί ό άρμόδιος είσαγγελέας, ό όποίος διέταξε προκαταρκτική έξέταση. Οί γονείς των παιδιών ζήτησαν νά άποσυρθεί τό κείμενο καί νά ένημερωθούν πλήρως γιά τό περιεχόμενο τών βιβλίων πού διανέμονται στά σχολεία. Σύμφωνα μέ πληροφορίες, οί σχετικές καταγγελίες έγιναν άπό πολλούς γονείς τής περιοχής, οί όποίοι έκφράζουν τήν άνησυχία τους γιά τό περιστατικό καί ζητούν νά ληφθούν μέτρα. Η έρευνα συνεχίζεται καί άναμένεται νά όλοκληρωθεί τίς έπόμενες ήμέρες μέ τήν κατάθεση όλων τών στοιχείων στίς άρμόδιες άρχές. [472, 1317, 596, 1555]
article-heading: Ἀρχοῦν τή Δευτέρα τά γραφεῖα τῆς Ε.Α.Υ.Α. [602, 1390, 728, 1414]
article-heading: ΣΥΝΕΡΧΕΤΑΙ ΑΥΡΙΟ ΤΟ ΠΕΡΙΦΕΡΕΙΑΚΟ ΣΥΜΒΟΥΛΙΟ ΔΙΔΑΚΤΙΚΟΥ ΠΡΟΣΩΠΙΚΟΥ [738, 234, 922, 271]
filler-text: ΑΘΗΝΑ, 5.— Γιά τήν ύπόθεση αύτή έχει ήδη ένημερωθεί ό άρμόδιος είσαγγελέας, ό όποίος διέταξε προκαταρκτική έξέταση. Οί γονείς των παιδιών ζήτησαν νά άποσυρθεί τό κείμενο καί νά ένημερωθούν πλήρως γιά τό περιεχόμενο τών βιβλίων πού διανέμονται στά σχολεία. Σύμφωνα μέ πληροφορίες, οί σχετικές καταγγελίες έγιναν άπό πολλούς γονείς τής περιοχής, οί όποίοι έκφράζουν τήν άνησυχία τους γιά τό περιστατικό καί ζητούν νά ληφθούν μέτρα. Η έρευνα συνεχίζεται καί άναμένεται νά όλοκληρωθεί τίς έπόμενες ήμέρες μέ τήν κατάθεση όλων τών στοιχείων στίς άρμόδιες άρχές. [232, 57, 462, 175]
column-divider [226, 0, 228, 2253]
deceased-name: ΕΜΜΑΝΟΥΗΛ ΒΟΤΣΗ ή ΜΗΟΣΗ [232, 1445, 462, 1457]
filler-text: ΑΘΗΝΑ, 5.— Γιά τήν ύπόθεση αύτή έχει ήδη ένημερωθεί ό άρμόδιος είσαγγελέας, ό όποίος διέταξε προκαταρκτική έξέταση. Οί γονείς των παιδιών ζήτησαν νά άποσυρθεί τό κείμενο καί νά ένημερωθούν πλήρως γιά τό περιεχόμενο τών βιβλίων πού διανέμονται στά σχολεία. Σύμφωνα μέ πληροφορίες, οί σχετικές καταγγελίες έγιναν άπό πολλούς γονείς τής περιοχής, οί όποίοι έκφράζουν τήν άνησυχία τους γιά τό περιστατικό καί ζητούν νά ληφθούν μέτρα. Η έρευνα συνεχίζεται καί άναμένεται νά όλοκληρωθεί τίς έπόμενες ήμέρες μέ τήν κατάθεση όλων τών στοιχείων στίς άρμόδιες άρχές. [8, 1224, 224, 1354]
filler-text: ΑΘΗΝΑ, 5.— Γιά τήν ύπόθεση αύτή έχει ήδη ένημερωθεί ό άρμόδιος είσαγγελέας, ό όποίος διέταξε προκαταρκτική έξέταση. Οί γονείς των παιδιών ζήτησαν νά άποσυρθεί τό κείμενο καί νά ένημερωθούν πλήρως γιά τό περιεχόμενο τών βιβλίων πού διανέμονται στά σχολεία. Σύμφωνα μέ πληροφορίες, οί σχετικές καταγγελίες έγιναν άπό πολλούς γονείς τής περιοχής, οί όποίοι έκφράζουν τήν άνησυχία τους γιά τό περιστατικό καί ζητούν νά ληφθούν μέτρα. Η έρευνα συνεχίζεται καί άναμένεται νά όλοκληρωθεί τίς έπόμενες ήμέρες μέ τήν κατάθεση όλων τών στοιχείων στίς άρμόδιες άρχές. [602, 1690, 728, 1919]
ert-heading: ΕΡΤ [232, 42, 462, 54]
article-heading: ΚΡΕΟΠΩΛΗΣ ΕΙΧΕ 29 ΚΙΛΑ ΑΚΑΤΑΛΛΗΛΟ ΜΟΣΧΑΡΙΣΙΟ [1313, 241, 1505, 266]
filler-text: ΑΘΗΝΑ, 5.— Γιά τήν ύπόθεση αύτή έχει ήδη ένημερωθεί ό άρμόδιος είσαγγελέας, ό όποίος διέταξε προκαταρκτική έξέταση. Οί γονείς των παιδιών ζήτησαν νά άποσυρθεί τό κείμενο καί νά ένημερωθούν πλήρως γιά τό περιεχόμενο τών βιβλίων πού διανέμονται στά σχολεία. Σύμφωνα μέ πληροφορίες, οί σχετικές καταγγελίες έγιναν άπό πολλούς γονείς τής περιοχής, οί όποίοι έκφράζουν τήν άνησυχία τους γιά τό περιστατικό καί ζητούν νά ληφθούν μέτρα. Η έρευνα συνεχίζεται καί άναμένεται νά όλοκληρωθεί τίς έπόμενες ήμέρες μέ τήν κατάθεση όλων τών στοιχείων στίς άρμόδιες άρχές. [232, 490, 462, 608]
farmakeia-header: ΦΑΡΜΑΚΕΙΑ [11, 1359, 221, 1390]
story-deck: Άναφερόταν στίς σχέσεις τους μέ τά παιδιά. Έπενέβηκε ό είσαγγελέας γιά νά έρευνήσει τήν ύπόθεση [932, 192, 1303, 260]
filler-text: ΑΘΗΝΑ, 5.— Γιά τήν ύπόθεση αύτή έχει ήδη ένημερωθεί ό άρμόδιος είσαγγελέας, ό όποίος διέταξε προκαταρκτική έξέταση. Οί γονείς των παιδιών ζήτησαν νά άποσυρθεί τό κείμενο καί νά ένημερωθούν πλήρως γιά τό περιεχόμενο τών βιβλίων πού διανέμονται στά σχολεία. Σύμφωνα μέ πληροφορίες, οί σχετικές καταγγελίες έγιναν άπό πολλούς γονείς τής περιοχής, οί όποίοι έκφράζουν τήν άνησυχία τους γιά τό περιστατικό καί ζητούν νά ληφθούν μέτρα. Η έρευνα συνεχίζεται καί άναμένεται νά όλοκληρωθεί τίς έπόμενες ήμέρες μέ τήν κατάθεση όλων τών στοιχείων στίς άρμόδιες άρχές. [738, 291, 922, 440]
koinonika-header: ΚΟΙΝΩΝΙΚΑ [11, 6, 221, 36]
divider [932, 473, 1303, 474]
deceased-name: ΑΛΕΞΑΝΔΡΑ ΤΡΑΓΚΟΥΔΗ [232, 1166, 462, 1178]
filler-text: ΑΘΗΝΑ, 5.— Γιά τήν ύπόθεση αύτή έχει ήδη ένημερωθεί ό άρμόδιος είσαγγελέας, ό όποίος διέταξε προκαταρκτική έξέταση. Οί γονείς των παιδιών ζήτησαν νά άποσυρθεί τό κείμενο καί νά ένημερωθούν πλήρως γιά τό περιεχόμενο τών βιβλίων πού διανέμονται στά σχολεία. Σύμφωνα μέ πληροφορίες, οί σχετικές καταγγελίες έγιναν άπό πολλούς γονείς τής περιοχής, οί όποίοι έκφράζουν τήν άνησυχία τους γιά τό περιστατικό καί ζητούν νά ληφθούν μέτρα. Η έρευνα συνεχίζεται καί άναμένεται νά όλοκληρωθεί τίς έπόμενες ήμέρες μέ τήν κατάθεση όλων τών στοιχείων στίς άρμόδιες άρχές. [1313, 850, 1505, 989]
article-heading: Γιά τή γνωματοδότηση ἐξαγωγικῶν ἐπιχειρήσεων [602, 1651, 728, 1688]
eucharistiria-heading: Ευχαριστήρια [8, 191, 224, 203]
filler-text: ΑΘΗΝΑ, 5.— Γιά τήν ύπόθεση αύτή έχει ήδη ένημερωθεί ό άρμόδιος είσαγγελέας, ό όποίος διέταξε προκαταρκτική έξέταση. Οί γονείς των παιδιών ζήτησαν νά άποσυρθεί τό κείμενο καί νά ένημερωθούν πλήρως γιά τό περιεχόμενο τών βιβλίων πού διανέμονται στά σχολεία. Σύμφωνα μέ πληροφορίες, οί σχετικές καταγγελίες έγιναν άπό πολλούς γονείς τής περιοχής, οί όποίοι έκφράζουν τήν άνησυχία τους γιά τό περιστατικό καί ζητούν νά ληφθούν μέτρα. Η έρευνα συνεχίζεται καί άναμένεται νά όλοκληρωθεί τίς έπόμενες ήμέρες μέ τήν κατάθεση όλων τών στοιχείων στίς άρμόδιες άρχές. [8, 1395, 224, 1524]
article-subheading: ΤΟΥ ΕΠΙΒΛΗΘΗΚΕ ΤΕΤΡΑΜΗΝΗ ΦΛΑΚΙΣΗ [1313, 274, 1505, 298]
filler-text: ΑΘΗΝΑ, 5.— Γιά τήν ύπόθεση αύτή έχει ήδη ένημερωθεί ό άρμόδιος είσαγγελέας, ό όποίος διέταξε προκαταρκτική έξέταση. Οί γονείς των παιδιών ζήτησαν νά άποσυρθεί τό κείμενο καί νά ένημερωθούν πλήρως γιά τό περιεχόμενο τών βιβλίων πού διανέμονται στά σχολεία. Σύμφωνα μέ πληροφορίες, οί σχετικές καταγγελίες έγιναν άπό πολλούς γονείς τής περιοχής, οί όποίοι έκφράζουν τήν άνησυχία τους γιά τό περιστατικό καί ζητούν νά ληφθούν μέτρα. Η έρευνα συνεχίζεται καί άναμένεται νά όλοκληρωθεί τίς έπόμενες ήμέρες μέ τήν κατάθεση όλων τών στοιχείων στίς άρμόδιες άρχές. [738, 499, 922, 648]
filler-text: ΑΘΗΝΑ, 5.— Γιά τήν ύπόθεση αύτή έχει ήδη ένημερωθεί ό άρμόδιος είσαγγελέας, ό όποίος διέταξε προκαταρκτική έξέταση. Οί γονείς των παιδιών ζήτησαν νά άποσυρθεί τό κείμενο καί νά ένημερωθούν πλήρως γιά τό περιεχόμενο τών βιβλίων πού διανέμονται στά σχολεία. Σύμφωνα μέ πληροφορίες, οί σχετικές καταγγελίες έγιναν άπό πολλούς γονείς τής περιοχής, οί όποίοι έκφράζουν τήν άνησυχία τους γιά τό περιστατικό καί ζητούν νά ληφθούν μέτρα. Η έρευνα συνεχίζεται καί άναμένεται νά όλοκληρωθεί τίς έπόμενες ήμέρες μέ τήν κατάθεση όλων τών στοιχείων στίς άρμόδιες άρχές. [8, 1096, 224, 1225]
filler-text: ΑΘΗΝΑ, 5.— Γιά τήν ύπόθεση αύτή έχει ήδη ένημερωθεί ό άρμόδιος είσαγγελέας, ό όποίος διέταξε προκαταρκτική έξέταση. Οί γονείς των παιδιών ζήτησαν νά άποσυρθεί τό κείμενο καί νά ένημερωθούν πλήρως γιά τό περιεχόμενο τών βιβλίων πού διανέμονται στά σχολεία. Σύμφωνα μέ πληροφορίες, οί σχετικές καταγγελίες έγιναν άπό πολλούς γονείς τής περιοχής, οί όποίοι έκφράζουν τήν άνησυχία τους γιά τό περιστατικό καί ζητούν νά ληφθούν μέτρα. Η έρευνα συνεχίζεται καί άναμένεται νά όλοκληρωθεί τίς έπόμενες ήμέρες μέ τήν κατάθεση όλων τών στοιχείων στίς άρμόδιες άρχές. [472, 321, 596, 558]
filler-text: ΑΘΗΝΑ, 5.— Γιά τήν ύπόθεση αύτή έχει ήδη ένημερωθεί ό άρμόδιος είσαγγελέας, ό όποίος διέταξε προκαταρκτική έξέταση. Οί γονείς των παιδιών ζήτησαν νά άποσυρθεί τό κείμενο καί νά ένημερωθούν πλήρως γιά τό περιεχόμενο τών βιβλίων πού διανέμονται στά σχολεία. Σύμφωνα μέ πληροφορίες, οί σχετικές καταγγελίες έγιναν άπό πολλούς γονείς τής περιοχής, οί όποίοι έκφράζουν τήν άνησυχία τους γιά τό περιστατικό καί ζητούν νά ληφθούν μέτρα. Η έρευνα συνεχίζεται καί άναμένεται νά όλοκληρωθεί τίς έπόμενες ήμέρες μέ τήν κατάθεση όλων τών στοιχείων στίς άρμόδιες άρχές. [738, 696, 922, 845]
story-deck: Στίς φυλακές οί δύο. Είχαν δύο πιστόλια, ένα αύτόματο, μία άρα-βίδα καί έκατοντάδες φυσίγγια [932, 704, 1303, 772]
article-heading: Οἱ νέες τιμές τῶν βιβλίων καί τοῦ φύλλου [472, 1560, 596, 1597]
story-deck: Τρείς στόν είσαγγελέα γιά λαθρεμπορία καί συνεργεία. Συνελήφθησαν ένώ τήν ξεφόρτωναν σέ ράμπα [932, 1197, 1303, 1259]
filler-text: ΑΘΗΝΑ, 5.— Γιά τήν ύπόθεση αύτή έχει ήδη ένημερωθεί ό άρμόδιος είσαγγελέας, ό όποίος διέταξε προκαταρκτική έξέταση. Οί γονείς των παιδιών ζήτησαν νά άποσυρθεί τό κείμενο καί νά ένημερωθούν πλήρως γιά τό περιεχόμενο τών βιβλίων πού διανέμονται στά σχολεία. Σύμφωνα μέ πληροφορίες, οί σχετικές καταγγελίες έγιναν άπό πολλούς γονείς τής περιοχής, οί όποίοι έκφράζουν τήν άνησυχία τους γιά τό περιστατικό καί ζητούν νά ληφθούν μέτρα. Η έρευνα συνεχίζεται καί άναμένεται νά όλοκληρωθεί τίς έπόμενες ήμέρες μέ τήν κατάθεση όλων τών στοιχείων στίς άρμόδιες άρχές. [1121, 268, 1303, 468]
radiofono-header: ΤΟ ΡΑΔΙΟΦΩΝΟ [236, 320, 458, 350]
filler-text: ΑΘΗΝΑ, 5.— Γιά τήν ύπόθεση αύτή έχει ήδη ένημερωθεί ό άρμόδιος είσαγγελέας, ό όποίος διέταξε προκαταρκτική έξέταση. Οί γονείς των παιδιών ζήτησαν νά άποσυρθεί τό κείμενο καί νά ένημερωθούν πλήρως γιά τό περιεχόμενο τών βιβλίων πού διανέμονται στά σχολεία. Σύμφωνα μέ πληροφορίες, οί σχετικές καταγγελίες έγιναν άπό πολλούς γονείς τής περιοχής, οί όποίοι έκφράζουν τήν άνησυχία τους γιά τό περιστατικό καί ζητούν νά ληφθούν μέτρα. Η έρευνα συνεχίζεται καί άναμένεται νά όλοκληρωθεί τίς έπόμενες ήμέρες μέ τήν κατάθεση όλων τών στοιχείων στίς άρμόδιες άρχές. [472, 1883, 596, 2121]
story-headline: Φυλάκιση 13-18 μηνών σέ τέσσερα άτομα γιά κατοχή όπλισμού [932, 502, 1303, 695]
filler-text: ΑΘΗΝΑ, 5.— Γιά τήν ύπόθεση αύτή έχει ήδη ένημερωθεί ό άρμόδιος είσαγγελέας, ό όποίος διέταξε προκαταρκτική έξέταση. Οί γονείς των παιδιών ζήτησαν νά άποσυρθεί τό κείμενο καί νά ένημερωθούν πλήρως γιά τό περιεχόμενο τών βιβλίων πού διανέμονται στά σχολεία. Σύμφωνα μέ πληροφορίες, οί σχετικές καταγγελίες έγιναν άπό πολλούς γονείς τής περιοχής, οί όποίοι έκφράζουν τήν άνησυχία τους γιά τό περιστατικό καί ζητούν νά ληφθούν μέτρα. Η έρευνα συνεχίζεται καί άναμένεται νά όλοκληρωθεί τίς έπόμενες ήμέρες μέ τήν κατάθεση όλων τών στοιχείων στίς άρμόδιες άρχές. [602, 1157, 728, 1385]
article-heading: ΕΠΙΣΗΜΟΣ ΕΟΡΤΑΣΜΟΣ ΤΩΝ ΓΕΝΕΘΛΙΩΝ ΤΟΥ ΠΛΑΤΩΝΑ [1313, 635, 1505, 659]
filler-text: ΑΘΗΝΑ, 5.— Γιά τήν ύπόθεση αύτή έχει ήδη ένημερωθεί ό άρμόδιος είσαγγελέας, ό όποίος διέταξε προκαταρκτική έξέταση. Οί γονείς των παιδιών ζήτησαν νά άποσυρθεί τό κείμενο καί νά ένημερωθούν πλήρως γιά τό περιεχόμενο τών βιβλίων πού διανέμονται στά σχολεία. Σύμφωνα μέ πληροφορίες, οί σχετικές καταγγελίες έγιναν άπό πολλούς γονείς τής περιοχής, οί όποίοι έκφράζουν τήν άνησυχία τους γιά τό περιστατικό καί ζητούν νά ληφθούν μέτρα. Η έρευνα συνεχίζεται καί άναμένεται νά όλοκληρωθεί τίς έπόμενες ήμέρες μέ τήν κατάθεση όλων τών στοιχείων στίς άρμόδιες άρχές. [602, 45, 728, 274]
column-1 [8, 0, 224, 2253]
filler-text: ΑΘΗΝΑ, 5.— Γιά τήν ύπόθεση αύτή έχει ήδη ένημερωθεί ό άρμόδιος είσαγγελέας, ό όποίος διέταξε προκαταρκτική έξέταση. Οί γονείς των παιδιών ζήτησαν νά άποσυρθεί τό κείμενο καί νά ένημερωθούν πλήρως γιά τό περιεχόμενο τών βιβλίων πού διανέμονται στά σχολεία. Σύμφωνα μέ πληροφορίες, οί σχετικές καταγγελίες έγιναν άπό πολλούς γονείς τής περιοχής, οί όποίοι έκφράζουν τήν άνησυχία τους γιά τό περιστατικό καί ζητούν νά ληφθούν μέτρα. Η έρευνα συνεχίζεται καί άναμένεται νά όλοκληρωθεί τίς έπόμενες ήμέρες μέ τήν κατάθεση όλων τών στοιχείων στίς άρμόδιες άρχές. [1313, 1573, 1505, 1711]
story-headline: Πολυτελής «Μερσεντές» ήρθε λαθραία άπ' τό Βέλγιο μέσα σέ φορτηγό ψυγείο [932, 1032, 1303, 1190]
filler-text: ΑΘΗΝΑ, 5.— Γιά τήν ύπόθεση αύτή έχει ήδη ένημερωθεί ό άρμόδιος είσαγγελέας, ό όποίος διέταξε προκαταρκτική έξέταση. Οί γονείς των παιδιών ζήτησαν νά άποσυρθεί τό κείμενο καί νά ένημερωθούν πλήρως γιά τό περιεχόμενο τών βιβλίων πού διανέμονται στά σχολεία. Σύμφωνα μέ πληροφορίες, οί σχετικές καταγγελίες έγιναν άπό πολλούς γονείς τής περιοχής, οί όποίοι έκφράζουν τήν άνησυχία τους γιά τό περιστατικό καί ζητούν νά ληφθούν μέτρα. Η έρευνα συνεχίζεται καί άναμένεται νά όλοκληρωθεί τίς έπόμενες ήμέρες μέ τήν κατάθεση όλων τών στοιχείων στίς άρμόδιες άρχές. [8, 1653, 224, 1782]
article-heading: Ἀνεισαγγελέας ἀνακηρύχθηκε διδάκτωρ [472, 1277, 596, 1314]
filler-text: ΑΘΗΝΑ, 5.— Γιά τήν ύπόθεση αύτή έχει ήδη ένημερωθεί ό άρμόδιος είσαγγελέας, ό όποίος διέταξε προκαταρκτική έξέταση. Οί γονείς των παιδιών ζήτησαν νά άποσυρθεί τό κείμενο καί νά ένημερωθούν πλήρως γιά τό περιεχόμενο τών βιβλίων πού διανέμονται στά σχολεία. Σύμφωνα μέ πληροφορίες, οί σχετικές καταγγελίες έγιναν άπό πολλούς γονείς τής περιοχής, οί όποίοι έκφράζουν τήν άνησυχία τους γιά τό περιστατικό καί ζητούν νά ληφθούν μέτρα. Η έρευνα συνεχίζεται καί άναμένεται νά όλοκληρωθεί τίς έπόμενες ήμέρες μέ τήν κατάθεση όλων τών στοιχείων στίς άρμόδιες άρχές. [8, 1823, 224, 1952]
kideies-header: ΟΙ ΚΗΔΕΙΕΣ [236, 991, 458, 1021]
filler-text: ΑΘΗΝΑ, 5.— Γιά τήν ύπόθεση αύτή έχει ήδη ένημερωθεί ό άρμόδιος είσαγγελέας, ό όποίος διέταξε προκαταρκτική έξέταση. Οί γονείς των παιδιών ζήτησαν νά άποσυρθεί τό κείμενο καί νά ένημερωθούν πλήρως γιά τό περιεχόμενο τών βιβλίων πού διανέμονται στά σχολεία. Σύμφωνα μέ πληροφορίες, οί σχετικές καταγγελίες έγιναν άπό πολλούς γονείς τής περιοχής, οί όποίοι έκφράζουν τήν άνησυχία τους γιά τό περιστατικό καί ζητούν νά ληφθούν μέτρα. Η έρευνα συνεχίζεται καί άναμένεται νά όλοκληρωθεί τίς έπόμενες ήμέρες μέ τήν κατάθεση όλων τών στοιχείων στίς άρμόδιες άρχές. [738, 1410, 922, 1559]
filler-text: ΑΘΗΝΑ, 5.— Γιά τήν ύπόθεση αύτή έχει ήδη ένημερωθεί ό άρμόδιος είσαγγελέας, ό όποίος διέταξε προκαταρκτική έξέταση. Οί γονείς των παιδιών ζήτησαν νά άποσυρθεί τό κείμενο καί νά ένημερωθούν πλήρως γιά τό περιεχόμενο τών βιβλίων πού διανέμονται στά σχολεία. Σύμφωνα μέ πληροφορίες, οί σχετικές καταγγελίες έγιναν άπό πολλούς γονείς τής περιοχής, οί όποίοι έκφράζουν τήν άνησυχία τους γιά τό περιστατικό καί ζητούν νά ληφθούν μέτρα. Η έρευνα συνεχίζεται καί άναμένεται νά όλοκληρωθεί τίς έπόμενες ήμέρες μέ τήν κατάθεση όλων τών στοιχείων στίς άρμόδιες άρχές. [932, 268, 1114, 468]
didaktores-heading: Νέοι διδάκτορες [8, 488, 224, 500]
article-heading: Ἡ φιλαρμονική τῆς Θεσσαλονίκης στόν ΓΚΟΥ [602, 2197, 728, 2234]
article-heading: Η ΑΙΟΡΓΑΝΩΣΗ ΤΟΥ ΠΑΝΕΛΛΗΝΙΟΥ ΣΥΝΔΕΣΜΟΥ ΕΞΑΓΩΓΕΩΝ [1313, 1171, 1505, 1207]
nosokomeia-header: ΝΟΣΟΚΟΜΕΙΑ [11, 1787, 221, 1817]
penthi-header: ΠΕΝΘΗ [475, 6, 592, 36]
filler-text: ΑΘΗΝΑ, 5.— Γιά τήν ύπόθεση αύτή έχει ήδη ένημερωθεί ό άρμόδιος είσαγγελέας, ό όποίος διέταξε προκαταρκτική έξέταση. Οί γονείς των παιδιών ζήτησαν νά άποσυρθεί τό κείμενο καί νά ένημερωθούν πλήρως γιά τό περιεχόμενο τών βιβλίων πού διανέμονται στά σχολεία. Σύμφωνα μέ πληροφορίες, οί σχετικές καταγγελίες έγιναν άπό πολλούς γονείς τής περιοχής, οί όποίοι έκφράζουν τήν άνησυχία τους γιά τό περιστατικό καί ζητούν νά ληφθούν μέτρα. Η έρευνα συνεχίζεται καί άναμένεται νά όλοκληρωθεί τίς έπόμενες ήμέρες μέ τήν κατάθεση όλων τών στοιχείων στίς άρμόδιες άρχές. [8, 925, 224, 1055]
thessaloniki-heading: Θεσσαλονίκης [232, 356, 462, 368]
section-label: ΣΤΗΝ ΠΕΛΟΠΟΝΝΗΣΟ [738, 4, 922, 13]
story-headline: Πέντε χρόνια σέ ναυτικό πού λήστεψε γιατρό μέ συνεργό ήδονοβλεψία [932, 1520, 1303, 1646]
main-stories [932, 0, 1303, 2253]
ekdromes-header: ΕΚΔΡΟΜΕΣ [475, 285, 592, 315]
filler-text: ΑΘΗΝΑ, 5.— Γιά τήν ύπόθεση αύτή έχει ήδη ένημερωθεί ό άρμόδιος είσαγγελέας, ό όποίος διέταξε προκαταρκτική έξέταση. Οί γονείς των παιδιών ζήτησαν νά άποσυρθεί τό κείμενο καί νά ένημερωθούν πλήρως γιά τό περιεχόμενο τών βιβλίων πού διανέμονται στά σχολεία. Σύμφωνα μέ πληροφορίες, οί σχετικές καταγγελίες έγιναν άπό πολλούς γονείς τής περιοχής, οί όποίοι έκφράζουν τήν άνησυχία τους γιά τό περιστατικό καί ζητούν νά ληφθούν μέτρα. Η έρευνα συνεχίζεται καί άναμένεται νά όλοκληρωθεί τίς έπόμενες ήμέρες μέ τήν κατάθεση όλων τών στοιχείων στίς άρμόδιες άρχές. [232, 747, 462, 866]
filler-text: ΑΘΗΝΑ, 5.— Γιά τήν ύπόθεση αύτή έχει ήδη ένημερωθεί ό άρμόδιος είσαγγελέας, ό όποίος διέταξε προκαταρκτική έξέταση. Οί γονείς των παιδιών ζήτησαν νά άποσυρθεί τό κείμενο καί νά ένημερωθούν πλήρως γιά τό περιεχόμενο τών βιβλίων πού διανέμονται στά σχολεία. Σύμφωνα μέ πληροφορίες, οί σχετικές καταγγελίες έγιναν άπό πολλούς γονείς τής περιοχής, οί όποίοι έκφράζουν τήν άνησυχία τους γιά τό περιστατικό καί ζητούν νά ληφθούν μέτρα. Η έρευνα συνεχίζεται καί άναμένεται νά όλοκληρωθεί τίς έπόμενες ήμέρες μέ τήν κατάθεση όλων τών στοιχείων στίς άρμόδιες άρχές. [738, 77, 922, 226]
filler-text: ΑΘΗΝΑ, 5.— Γιά τήν ύπόθεση αύτή έχει ήδη ένημερωθεί ό άρμόδιος είσαγγελέας, ό όποίος διέταξε προκαταρκτική έξέταση. Οί γονείς των παιδιών ζήτησαν νά άποσυρθεί τό κείμενο καί νά ένημερωθούν πλήρως γιά τό περιεχόμενο τών βιβλίων πού διανέμονται στά σχολεία. Σύμφωνα μέ πληροφορίες, οί σχετικές καταγγελίες έγιναν άπό πολλούς γονείς τής περιοχής, οί όποίοι έκφράζουν τήν άνησυχία τους γιά τό περιστατικό καί ζητούν νά ληφθούν μέτρα. Η έρευνα συνεχίζεται καί άναμένεται νά όλοκληρωθεί τίς έπόμενες ήμέρες μέ τήν κατάθεση όλων τών στοιχείων στίς άρμόδιες άρχές. [8, 668, 224, 797]
story-headline: Ποίημα Τούρκου ποιητού έξόργισε τούς γονείς άθηνα'ίκού νηπιαγωγείου [932, 27, 1303, 185]
divider [932, 1003, 1303, 1004]
column-2 [232, 0, 462, 2253]
filler-text: ΑΘΗΝΑ, 5.— Γιά τήν ύπόθεση αύτή έχει ήδη ένημερωθεί ό άρμόδιος είσαγγελέας, ό όποίος διέταξε προκαταρκτική έξέταση. Οί γονείς των παιδιών ζήτησαν νά άποσυρθεί τό κείμενο καί νά ένημερωθούν πλήρως γιά τό περιεχόμενο τών βιβλίων πού διανέμονται στά σχολεία. Σύμφωνα μέ πληροφορίες, οί σχετικές καταγγελίες έγιναν άπό πολλούς γονείς τής περιοχής, οί όποίοι έκφράζουν τήν άνησυχία τους γιά τό περιστατικό καί ζητούν νά ληφθούν μέτρα. Η έρευνα συνεχίζεται καί άναμένεται νά όλοκληρωθεί τίς έπόμενες ήμέρες μέ τήν κατάθεση όλων τών στοιχείων στίς άρμόδιες άρχές. [232, 1181, 462, 1300]
filler-text: ΑΘΗΝΑ, 5.— Γιά τήν ύπόθεση αύτή έχει ήδη ένημερωθεί ό άρμόδιος είσαγγελέας, ό όποίος διέταξε προκαταρκτική έξέταση. Οί γονείς των παιδιών ζήτησαν νά άποσυρθεί τό κείμενο καί νά ένημερωθούν πλήρως γιά τό περιεχόμενο τών βιβλίων πού διανέμονται στά σχολεία. Σύμφωνα μέ πληροφορίες, οί σχετικές καταγγελίες έγιναν άπό πολλούς γονείς τής περιοχής, οί όποίοι έκφράζουν τήν άνησυχία τους γιά τό περιστατικό καί ζητούν νά ληφθούν μέτρα. Η έρευνα συνεχίζεται καί άναμένεται νά όλοκληρωθεί τίς έπόμενες ήμέρες μέ τήν κατάθεση όλων τών στοιχείων στίς άρμόδιες άρχές. [472, 42, 596, 279]
article-heading: ΕΠΤΑ ΝΕΟΙ ΚΑΘΗΓΗΤΕΣ ΣΤΗ ΝΟΜΙΚΗ ΤΗΣ ΘΡΑΚΗΣ [1313, 47, 1505, 72]
filler-text: ΑΘΗΝΑ, 5.— Γιά τήν ύπόθεση αύτή έχει ήδη ένημερωθεί ό άρμόδιος είσαγγελέας, ό όποίος διέταξε προκαταρκτική έξέταση. Οί γονείς των παιδιών ζήτησαν νά άποσυρθεί τό κείμενο καί νά ένημερωθούν πλήρως γιά τό περιεχόμενο τών βιβλίων πού διανέμονται στά σχολεία. Σύμφωνα μέ πληροφορίες, οί σχετικές καταγγελίες έγιναν άπό πολλούς γονείς τής περιοχής, οί όποίοι έκφράζουν τήν άνησυχία τους γιά τό περιστατικό καί ζητούν νά ληφθούν μέτρα. Η έρευνα συνεχίζεται καί άναμένεται νά όλοκληρωθεί τίς έπόμενες ήμέρες μέ τήν κατάθεση όλων τών στοιχείων στίς άρμόδιες άρχές. [232, 1321, 462, 1440]
filler-text: ΑΘΗΝΑ, 5.— Γιά τήν ύπόθεση αύτή έχει ήδη ένημερωθεί ό άρμόδιος είσαγγελέας, ό όποίος διέταξε προκαταρκτική έξέταση. Οί γονείς των παιδιών ζήτησαν νά άποσυρθεί τό κείμενο καί νά ένημερωθούν πλήρως γιά τό περιεχόμενο τών βιβλίων πού διανέμονται στά σχολεία. Σύμφωνα μέ πληροφορίες, οί σχετικές καταγγελίες έγιναν άπό πολλούς γονείς τής περιοχής, οί όποίοι έκφράζουν τήν άνησυχία τους γιά τό περιστατικό καί ζητούν νά ληφθούν μέτρα. Η έρευνα συνεχίζεται καί άναμένεται νά όλοκληρωθεί τίς έπόμενες ήμέρες μέ τήν κατάθεση όλων τών στοιχείων στίς άρμόδιες άρχές. [738, 892, 922, 1041]
page-number-label: Σελίδα 3 [1313, 4, 1505, 40]
yened-heading: ΥΕΝΕΔ [232, 180, 462, 192]
column-divider [732, 0, 734, 2253]
article-heading: ΑΡΧΙΜΑΝΔΡΙΤΗΣ ΚΑΤΗΓΟΡΕΙΤΑΙ ΓΙΑ ΑΡΧΑΙΟΚΑΠΗΛΙΑ [1313, 1544, 1505, 1569]
filler-text: ΑΘΗΝΑ, 5.— Γιά τήν ύπόθεση αύτή έχει ήδη ένημερωθεί ό άρμόδιος είσαγγελέας, ό όποίος διέταξε προκαταρκτική έξέταση. Οί γονείς των παιδιών ζήτησαν νά άποσυρθεί τό κείμενο καί νά ένημερωθούν πλήρως γιά τό περιεχόμενο τών βιβλίων πού διανέμονται στά σχολεία. Σύμφωνα μέ πληροφορίες, οί σχετικές καταγγελίες έγιναν άπό πολλούς γονείς τής περιοχής, οί όποίοι έκφράζουν τήν άνησυχία τους γιά τό περιστατικό καί ζητούν νά ληφθούν μέτρα. Η έρευνα συνεχίζεται καί άναμένεται νά όλοκληρωθεί τίς έπόμενες ήμέρες μέ τήν κατάθεση όλων τών στοιχείων στίς άρμόδιες άρχές. [232, 608, 462, 727]
article-heading: Ψήφισμα τοῦ δήμου Σταυρουπόλεως γιά τούς πολιτικούς πρόσφυγες [602, 558, 728, 608]
article-heading: Οἱ ἐπιχειρήσεις ἐκλεγμένες γιά τό παιδί [472, 1843, 596, 1880]
article-heading: Οἱ μαχητικοί κινηματογραφιστές καί ἡ προβολή ταινιῶν ὑπαίθρου [602, 843, 728, 892]
filler-text: ΑΘΗΝΑ, 5.— Γιά τήν ύπόθεση αύτή έχει ήδη ένημερωθεί ό άρμόδιος είσαγγελέας, ό όποίος διέταξε προκαταρκτική έξέταση. Οί γονείς των παιδιών ζήτησαν νά άποσυρθεί τό κείμενο καί νά ένημερωθούν πλήρως γιά τό περιεχόμενο τών βιβλίων πού διανέμονται στά σχολεία. Σύμφωνα μέ πληροφορίες, οί σχετικές καταγγελίες έγιναν άπό πολλούς γονείς τής περιοχής, οί όποίοι έκφράζουν τήν άνησυχία τους γιά τό περιστατικό καί ζητούν νά ληφθούν μέτρα. Η έρευνα συνεχίζεται καί άναμένεται νά όλοκληρωθεί τίς έπόμενες ήμέρες μέ τήν κατάθεση όλων τών στοιχείων στίς άρμόδιες άρχές. [738, 1077, 922, 1226]
filler-text: ΑΘΗΝΑ, 5.— Γιά τήν ύπόθεση αύτή έχει ήδη ένημερωθεί ό άρμόδιος είσαγγελέας, ό όποίος διέταξε προκαταρκτική έξέταση. Οί γονείς των παιδιών ζήτησαν νά άποσυρθεί τό κείμενο καί νά ένημερωθούν πλήρως γιά τό περιεχόμενο τών βιβλίων πού διανέμονται στά σχολεία. Σύμφωνα μέ πληροφορίες, οί σχετικές καταγγελίες έγιναν άπό πολλούς γονείς τής περιοχής, οί όποίοι έκφράζουν τήν άνησυχία τους γιά τό περιστατικό καί ζητούν νά ληφθούν μέτρα. Η έρευνα συνεχίζεται καί άναμένεται νά όλοκληρωθεί τίς έπόμενες ήμέρες μέ τήν κατάθεση όλων τών στοιχείων στίς άρμόδιες άρχές. [472, 1034, 596, 1272]
filler-text: ΑΘΗΝΑ, 5.— Γιά τήν ύπόθεση αύτή έχει ήδη ένημερωθεί ό άρμόδιος είσαγγελέας, ό όποίος διέταξε προκαταρκτική έξέταση. Οί γονείς των παιδιών ζήτησαν νά άποσυρθεί τό κείμενο καί νά ένημερωθούν πλήρως γιά τό περιεχόμενο τών βιβλίων πού διανέμονται στά σχολεία. Σύμφωνα μέ πληροφορίες, οί σχετικές καταγγελίες έγιναν άπό πολλούς γονείς τής περιοχής, οί όποίοι έκφράζουν τήν άνησυχία τους γιά τό περιστατικό καί ζητούν νά ληφθούν μέτρα. Η έρευνα συνεχίζεται καί άναμένεται νά όλοκληρωθεί τίς έπόμενες ήμέρες μέ τήν κατάθεση όλων τών στοιχείων στίς άρμόδιες άρχές. [932, 1723, 1114, 2176]
filler-text: ΑΘΗΝΑ, 5.— Γιά τήν ύπόθεση αύτή έχει ήδη ένημερωθεί ό άρμόδιος είσαγγελέας, ό όποίος διέταξε προκαταρκτική έξέταση. Οί γονείς των παιδιών ζήτησαν νά άποσυρθεί τό κείμενο καί νά ένημερωθούν πλήρως γιά τό περιεχόμενο τών βιβλίων πού διανέμονται στά σχολεία. Σύμφωνα μέ πληροφορίες, οί σχετικές καταγγελίες έγιναν άπό πολλούς γονείς τής περιοχής, οί όποίοι έκφράζουν τήν άνησυχία τους γιά τό περιστατικό καί ζητούν νά ληφθούν μέτρα. Η έρευνα συνεχίζεται καί άναμένεται νά όλοκληρωθεί τίς έπόμενες ήμέρες μέ τήν κατάθεση όλων τών στοιχείων στίς άρμόδιες άρχές. [232, 195, 462, 314]
page-left-edge [2, 0, 4, 2253]
column-right [1313, 0, 1505, 2253]
